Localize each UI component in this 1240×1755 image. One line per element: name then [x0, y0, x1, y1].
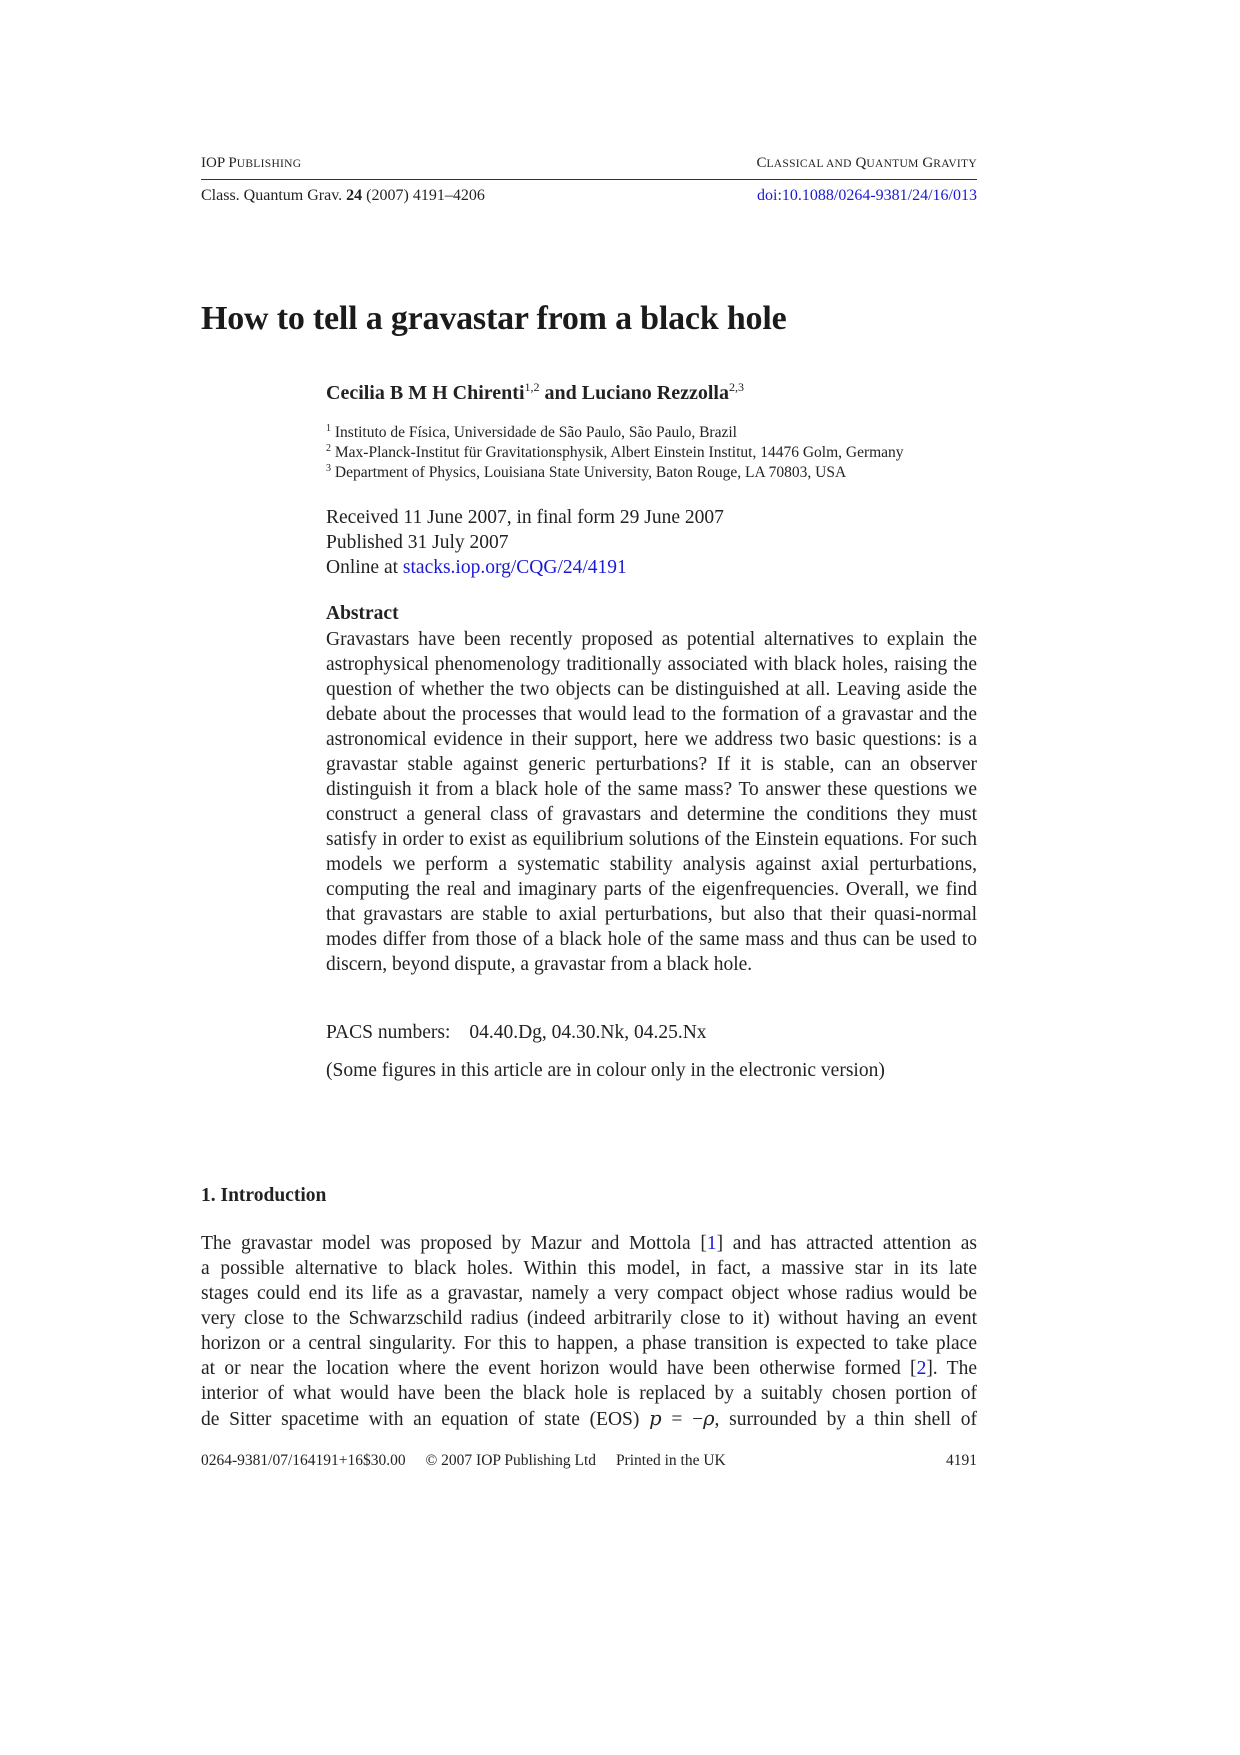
- section-heading: 1. Introduction: [201, 1185, 327, 1206]
- header-rule: [201, 179, 977, 180]
- math-p: p: [649, 1407, 662, 1430]
- math-equals: = −: [671, 1409, 704, 1430]
- affiliation-2: $^2$ Max-Planck-Institut für Gravitationsphysik, Albert Einstein Institut, 14476 Golm, Germany: [326, 443, 904, 461]
- pacs-numbers: PACS numbers: 04.40.Dg, 04.30.Nk, 04.25.Nx: [326, 1022, 707, 1043]
- author-list: Cecilia B M H Chirenti$^{1,2}$ and Luciano Rezzolla$^{2,3}$: [326, 380, 744, 404]
- page-number: 4191: [946, 1452, 977, 1469]
- intro-line: The gravastar model was proposed by Mazur and Mottola [1] and has attracted attention as: [201, 1233, 978, 1254]
- abstract-heading: Abstract: [326, 603, 399, 624]
- intro-line: a possible alternative to black holes. Within this model, in fact, a massive star in its late: [201, 1258, 977, 1279]
- footer-info: 0264-9381/07/164191+16$30.00 © 2007 IOP Publishing Ltd Printed in the UK: [201, 1452, 726, 1469]
- journal-name: CLASSICAL AND QUANTUM GRAVITY: [756, 155, 977, 171]
- intro-line: at or near the location where the event horizon would have been otherwise formed [2]. The: [201, 1358, 977, 1379]
- citation: Class. Quantum Grav. 24 (2007) 4191–4206: [201, 187, 485, 204]
- math-rho: ρ: [703, 1407, 715, 1430]
- paper-title: How to tell a gravastar from a black hole: [201, 300, 787, 337]
- intro-line: de Sitter spacetime with an equation of state (EOS) p = −ρ, surrounded by a thin shell of: [201, 1407, 978, 1430]
- journal-publisher: IOP PUBLISHING: [201, 155, 302, 171]
- intro-line: interior of what would have been the black hole is replaced by a suitably chosen portion of: [201, 1383, 977, 1404]
- intro-line: horizon or a central singularity. For this to happen, a phase transition is expected to take place: [201, 1333, 977, 1354]
- affiliation-1: $^1$ Instituto de Física, Universidade de São Paulo, São Paulo, Brazil: [326, 423, 737, 441]
- doi-link[interactable]: doi:10.1088/0264-9381/24/16/013: [757, 187, 977, 204]
- affiliation-3: $^3$ Department of Physics, Louisiana State University, Baton Rouge, LA 70803, USA: [326, 463, 847, 481]
- reference-link-1[interactable]: 1: [706, 1233, 717, 1254]
- abstract-text: Gravastars have been recently proposed as potential alternatives to explain the astrophysical phenomenology traditionally associated with black holes, raising the question of whether the two objects can be distinguished at all. Leaving aside the debate about the processes that would lead to the formation of a gravastar and the astronomical evidence in their support, here we address two basic questions: is a gravastar stable against generic perturbations? If it is stable, can an observer distinguish it from a black hole of the same mass? To answer these questions we construct a general class of gravastars and determine the conditions they must satisfy in order to exist as equilibrium solutions of the Einstein equations. For such models we perform a systematic stability analysis against axial perturbations, computing the real and imaginary parts of the eigenfrequencies. Overall, we find that gravastars are stable to axial perturbations, but also that their quasi-normal modes differ from those of a black hole of the same mass and thus can be used to discern, beyond dispute, a gravastar from a black hole.: [326, 629, 977, 975]
- received-date: Received 11 June 2007, in final form 29 June 2007: [326, 507, 724, 528]
- colour-note: (Some figures in this article are in colour only in the electronic version): [326, 1060, 885, 1081]
- reference-link-2[interactable]: 2: [916, 1358, 927, 1379]
- published-date: Published 31 July 2007: [326, 532, 509, 553]
- introduction-text: [201, 1231, 977, 1432]
- intro-line: stages could end its life as a gravastar, namely a very compact object whose radius would be: [201, 1283, 977, 1304]
- online-link[interactable]: stacks.iop.org/CQG/24/4191: [402, 557, 627, 578]
- intro-line: very close to the Schwarzschild radius (indeed arbitrarily close to it) without having an event: [201, 1308, 977, 1329]
- online-at: Online at stacks.iop.org/CQG/24/4191: [326, 557, 627, 578]
